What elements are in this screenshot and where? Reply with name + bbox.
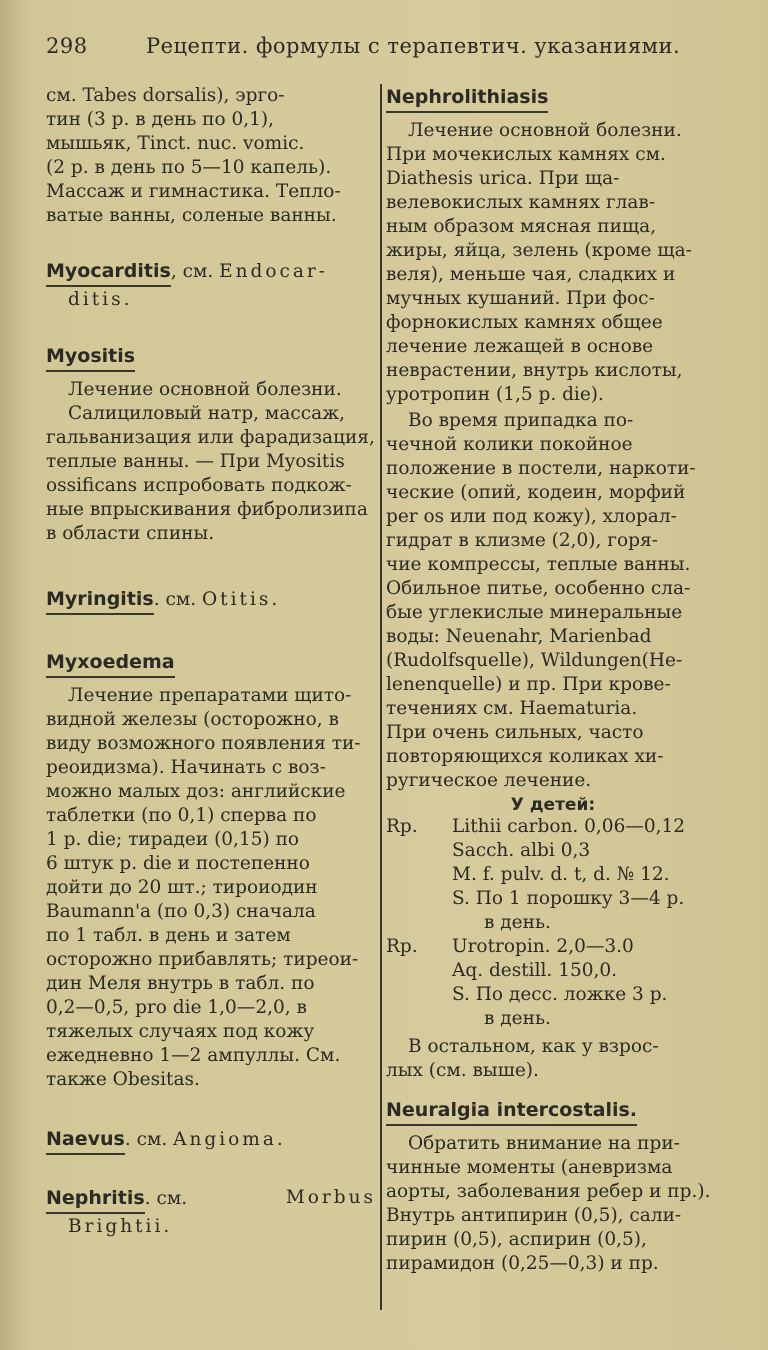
- text-line: лечение лежащей в основе: [386, 336, 654, 357]
- prescription: [386, 935, 720, 1031]
- ref-prefix: . см.: [144, 1188, 188, 1209]
- text-line: Во время припадка по-: [408, 410, 634, 431]
- entry-term: Naevus: [46, 1126, 125, 1155]
- text-line: Обратить внимание на при-: [408, 1133, 680, 1154]
- text-line: повторяющихся коликах хи-: [386, 746, 664, 767]
- left-column: [46, 84, 376, 1240]
- text-line: можно малых доз: английские: [46, 781, 346, 802]
- text-line: по 1 табл. в день и затем: [46, 925, 291, 946]
- text-line: лых (см. выше).: [386, 1060, 539, 1081]
- text-line: Массаж и гимнастика. Тепло-: [46, 181, 341, 202]
- text-line: Baumann'a (по 0,3) сначала: [46, 901, 316, 922]
- prescription: [386, 815, 720, 935]
- text-line: течениях см. Haematuria.: [386, 698, 638, 719]
- text-line: жиры, яйца, зелень (кроме ща-: [386, 240, 692, 261]
- rx-line: Sacch. albi 0,3: [452, 840, 591, 861]
- text-line: воды: Neuenahr, Marienbad: [386, 626, 652, 647]
- continued-text: [46, 84, 376, 228]
- text-line: 0,2—0,5, pro die 1,0—2,0, в: [46, 997, 307, 1018]
- text-line: ным образом мясная пища,: [386, 216, 657, 237]
- cross-reference: Endocar-: [219, 261, 328, 282]
- column-divider: [380, 84, 382, 1310]
- text-line: В остальном, как у взрос-: [408, 1036, 659, 1057]
- text-line: ругическое лечение.: [386, 770, 592, 791]
- text-line: пирамидон (0,25—0,3) и пр.: [386, 1253, 659, 1274]
- text-line: Обильное питье, особенно сла-: [386, 578, 691, 599]
- rx-line: Aq. destill. 150,0.: [452, 960, 618, 981]
- cross-reference: ditis.: [68, 289, 133, 310]
- cross-reference: Otitis.: [202, 589, 281, 610]
- text-line: веля), меньше чая, сладких и: [386, 264, 676, 285]
- entry-term: Myxoedema: [46, 649, 175, 678]
- cross-reference: Angioma.: [173, 1129, 286, 1150]
- rx-line: Lithii carbon. 0,06—0,12: [452, 816, 686, 837]
- text-line: (Rudolfsquelle), Wildungen(He-: [386, 650, 683, 671]
- text-line: 1 р. die; тирадеи (0,15) по: [46, 829, 300, 850]
- rx-label: Rp.: [386, 816, 418, 837]
- rx-line: Urotropin. 2,0—3.0: [452, 936, 634, 957]
- text-line: неврастении, внутрь кислоты,: [386, 360, 683, 381]
- text-line: виду возможного появления ти-: [46, 733, 361, 754]
- text-line: ческие (опий, кодеин, морфий: [386, 482, 686, 503]
- text-line: дойти до 20 шт.; тироиодин: [46, 877, 318, 898]
- text-line: Лечение основной болезни.: [408, 120, 682, 141]
- entry-myringitis: [46, 586, 376, 615]
- right-column: [386, 84, 720, 1276]
- text-line: форнокислых камнях общее: [386, 312, 663, 333]
- cross-reference: Morbus: [285, 1187, 376, 1208]
- entry-term: Neuralgia intercostalis.: [386, 1097, 637, 1126]
- text-line: теплые ванны. — При Myositis: [46, 451, 345, 472]
- text-line: тяжелых случаях под кожу: [46, 1021, 315, 1042]
- entry-text: [386, 119, 720, 407]
- entry-naevus: [46, 1126, 376, 1155]
- children-subheading: У детей:: [510, 795, 596, 815]
- text-line: гидрат в клизме (2,0), горя-: [386, 530, 658, 551]
- text-line: Лечение основной болезни.: [68, 379, 342, 400]
- text-line: lenenquelle) и пр. При крове-: [386, 674, 671, 695]
- text-line: гальванизация или фарадизация,: [46, 427, 375, 448]
- rx-line: в день.: [484, 912, 551, 933]
- text-line: ватые ванны, соленые ванны.: [46, 205, 337, 226]
- entry-myxoedema: [46, 649, 376, 1092]
- entry-text: [386, 1132, 720, 1276]
- text-line: При мочекислых камнях см.: [386, 144, 666, 165]
- rx-label: Rp.: [386, 936, 418, 957]
- entry-term: Nephritis: [46, 1185, 145, 1214]
- text-line: бые углекислые минеральные: [386, 602, 683, 623]
- entry-term: Myositis: [46, 343, 135, 372]
- text-line: При очень сильных, часто: [386, 722, 644, 743]
- text-line: ежедневно 1—2 ампуллы. См.: [46, 1045, 341, 1066]
- rx-line: M. f. pulv. d. t, d. № 12.: [452, 864, 670, 885]
- page-header: [46, 34, 736, 70]
- text-line: таблетки (по 0,1) сперва по: [46, 805, 317, 826]
- running-title: Рецепти. формулы с терапевтич. указаниями.: [146, 34, 681, 58]
- text-line: тин (3 р. в день по 0,1),: [46, 109, 275, 130]
- entry-text: [386, 1035, 720, 1083]
- rx-line: в день.: [484, 1008, 551, 1029]
- entry-nephrolithiasis: [386, 84, 720, 1083]
- text-line: см. Tabes dorsalis), эрго-: [46, 85, 285, 106]
- ref-prefix: , см.: [170, 261, 220, 282]
- text-line: пирин (0,5), аспирин (0,5),: [386, 1229, 647, 1250]
- text-line: дин Меля внутрь в табл. по: [46, 973, 315, 994]
- text-line: мышьяк, Tinct. nuc. vomic.: [46, 133, 305, 154]
- text-line: чие компрессы, теплые ванны.: [386, 554, 691, 575]
- entry-term: Myringitis: [46, 586, 154, 615]
- text-line: чинные моменты (аневризма: [386, 1157, 673, 1178]
- entry-text: [46, 684, 376, 1092]
- cross-reference: Brightii.: [68, 1216, 173, 1237]
- rx-line: S. По 1 порошку 3—4 р.: [452, 888, 685, 909]
- text-line: Diathesis urica. При ща-: [386, 168, 620, 189]
- entry-text: [386, 409, 720, 793]
- entry-myositis: [46, 343, 376, 546]
- text-line: per os или под кожу), хлорал-: [386, 506, 677, 527]
- rx-line: S. По десс. ложке 3 р.: [452, 984, 668, 1005]
- ref-prefix: . см.: [153, 589, 203, 610]
- text-line: в области спины.: [46, 523, 215, 544]
- entry-myocarditis: [46, 258, 376, 313]
- text-line: уротропин (1,5 р. die).: [386, 384, 604, 405]
- text-line: ные впрыскивания фибролизипа: [46, 499, 368, 520]
- text-line: видной железы (осторожно, в: [46, 709, 339, 730]
- text-line: осторожно прибавлять; тиреои-: [46, 949, 359, 970]
- entry-text: [46, 378, 376, 546]
- entry-neuralgia: [386, 1097, 720, 1276]
- text-line: (2 р. в день по 5—10 капель).: [46, 157, 332, 178]
- ref-prefix: . см.: [124, 1129, 174, 1150]
- text-line: Салициловый натр, массаж,: [68, 403, 346, 424]
- text-line: положение в постели, наркоти-: [386, 458, 696, 479]
- text-line: велевокислых камнях глав-: [386, 192, 656, 213]
- text-line: аорты, заболевания ребер и пр.).: [386, 1181, 711, 1202]
- entry-term: Myocarditis: [46, 258, 171, 287]
- entry-nephritis: [46, 1185, 376, 1240]
- entry-term: Nephrolithiasis: [386, 84, 548, 113]
- text-line: реоидизма). Начинать с воз-: [46, 757, 326, 778]
- text-line: Внутрь антипирин (0,5), сали-: [386, 1205, 682, 1226]
- text-line: чечной колики покойное: [386, 434, 633, 455]
- text-line: также Obesitas.: [46, 1069, 200, 1090]
- text-line: мучных кушаний. При фос-: [386, 288, 655, 309]
- text-line: Лечение препаратами щито-: [68, 685, 352, 706]
- page-number: 298: [46, 34, 88, 58]
- text-line: ossificans испробовать подкож-: [46, 475, 352, 496]
- text-line: 6 штук р. die и постепенно: [46, 853, 310, 874]
